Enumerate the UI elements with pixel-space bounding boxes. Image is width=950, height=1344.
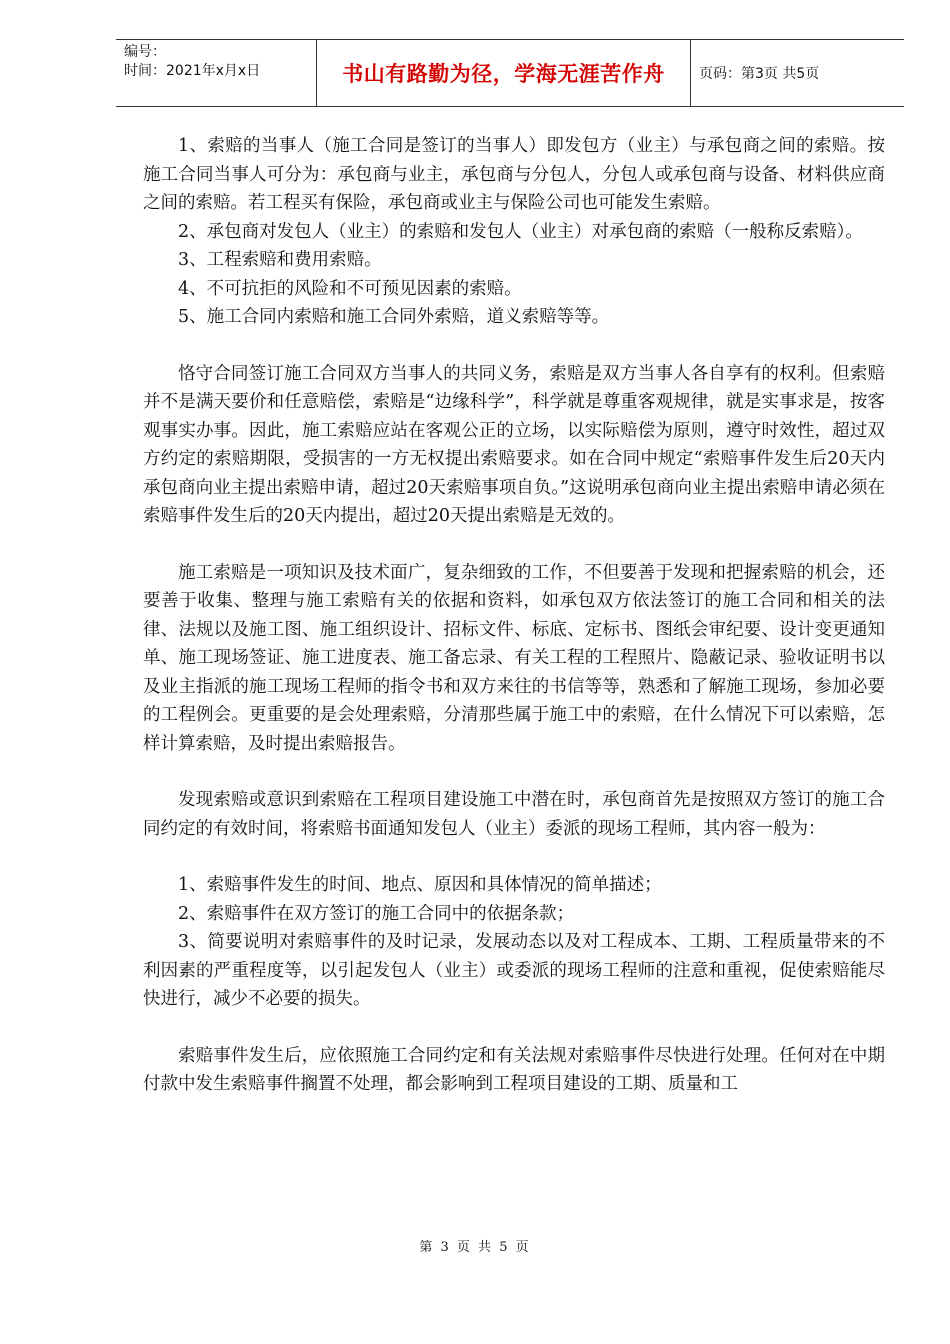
paragraph-4: 4、不可抗拒的风险和不可预见因素的索赔。: [178, 278, 522, 299]
document-header: [116, 39, 904, 107]
header-meta: [116, 40, 316, 106]
paragraph-gap: [143, 531, 885, 559]
paragraph-6: 恪守合同签订施工合同双方当事人的共同义务，索赔是双方当事人各自享有的权利。但索赔并不是满天要价和任意赔偿，索赔是“边缘科学”，科学就是尊重客观规律，就是实事求是，按客观事实办事。因此，施工索赔应站在客观公正的立场，以实际赔偿为原则，遵守时效性，超过双方约定的索赔期限，受损害的一方无权提出索赔要求。如在合同中规定“索赔事件发生后20天内承包商向业主提出索赔申请，超过20天索赔事项自负。”这说明承包商向业主提出索赔申请必须在索赔事件发生后的20天内提出，超过20天提出索赔是无效的。: [143, 363, 885, 526]
header-motto: 书山有路勤为径，学海无涯苦作舟: [316, 40, 691, 106]
paragraph-3: 3、工程索赔和费用索赔。: [178, 250, 382, 270]
paragraph-9: 1、索赔事件发生的时间、地点、原因和具体情况的简单描述；: [178, 875, 662, 895]
paragraph-gap: [143, 843, 885, 871]
paragraph-12: 索赔事件发生后，应依照施工合同约定和有关法规对索赔事件尽快进行处理。任何对在中期付款中发生索赔事件搁置不处理，都会影响到工程项目建设的工期、质量和工: [143, 1045, 885, 1094]
paragraph-8: 发现索赔或意识到索赔在工程项目建设施工中潜在时，承包商首先是按照双方签订的施工合同约定的有效时间，将索赔书面通知发包人（业主）委派的现场工程师，其内容一般为：: [143, 790, 885, 839]
paragraph-11: 3、简要说明对索赔事件的及时记录，发展动态以及对工程成本、工期、工程质量带来的不利因素的严重程度等，以引起发包人（业主）或委派的现场工程师的注意和重视，促使索赔能尽快进行，减少不必要的损失。: [143, 932, 885, 1009]
paragraph-1: 1、索赔的当事人（施工合同是签订的当事人）即发包方（业主）与承包商之间的索赔。按施工合同当事人可分为：承包商与业主，承包商与分包人，分包人或承包商与设备、材料供应商之间的索赔。若工程买有保险，承包商或业主与保险公司也可能发生索赔。: [143, 136, 885, 213]
paragraph-10: 2、索赔事件在双方签订的施工合同中的依据条款；: [178, 903, 575, 924]
paragraph-gap: [143, 1014, 885, 1042]
document-body: [143, 132, 885, 1099]
paragraph-2: 2、承包商对发包人（业主）的索赔和发包人（业主）对承包商的索赔（一般称反索赔）。: [178, 221, 863, 242]
paragraph-5: 5、施工合同内索赔和施工合同外索赔，道义索赔等等。: [178, 307, 610, 327]
time-label: 时间：2021年x月x日: [124, 63, 261, 79]
number-label: 编号：: [124, 44, 166, 60]
paragraph-gap: [143, 332, 885, 360]
paragraph-gap: [143, 758, 885, 786]
page-footer: 第 3 页 共 5 页: [419, 1240, 531, 1255]
header-page-label: 页码：第3页 共5页: [699, 66, 820, 82]
paragraph-7: 施工索赔是一项知识及技术面广，复杂细致的工作，不但要善于发现和把握索赔的机会，还要善于收集、整理与施工索赔有关的依据和资料，如承包双方依法签订的施工合同和相关的法律、法规以及施工图、施工组织设计、招标文件、标底、定标书、图纸会审纪要、设计变更通知单、施工现场签证、施工进度表、施工备忘录、有关工程的工程照片、隐蔽记录、验收证明书以及业主指派的施工现场工程师的指令书和双方来往的书信等等，熟悉和了解施工现场，参加必要的工程例会。更重要的是会处理索赔，分清那些属于施工中的索赔，在什么情况下可以索赔，怎样计算索赔，及时提出索赔报告。: [143, 562, 885, 754]
